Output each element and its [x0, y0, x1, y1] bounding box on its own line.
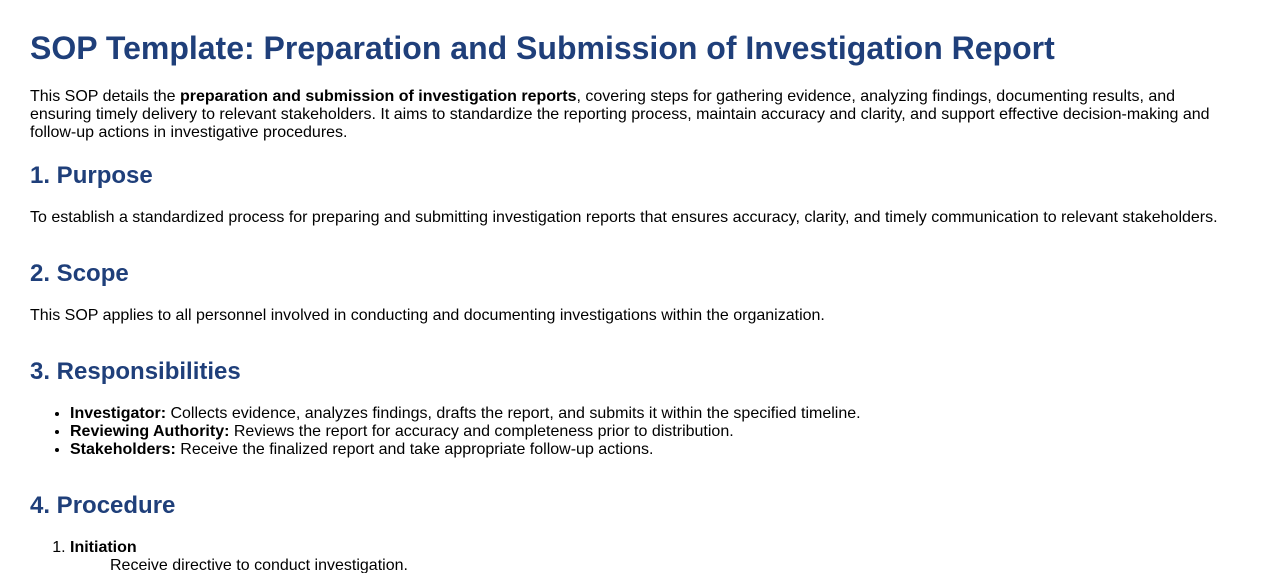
responsibilities-heading: 3. Responsibilities: [30, 358, 241, 385]
procedure-steps-list: [30, 539, 1233, 573]
responsibility-item-investigator: [70, 405, 1233, 423]
purpose-text: To establish a standardized process for preparing and submitting investigation reports that ensures accuracy, clarity, and timely communication to relevant stakeholders.: [30, 209, 1218, 226]
responsibility-role: Reviewing Authority:: [70, 423, 230, 440]
scope-text: This SOP applies to all personnel involved in conducting and documenting investigations within the organization.: [30, 307, 825, 324]
procedure-heading: 4. Procedure: [30, 492, 176, 519]
responsibility-role: Stakeholders:: [70, 441, 176, 458]
procedure-substeps-list: [70, 557, 1233, 573]
intro-suffix: , covering steps for gathering evidence, analyzing findings, documenting results, and ensuring timely delivery to relevant stakeholders. It aims to standardize the reporting process, maintain accuracy and clarity, and support effective decision-making and follow-up actions in investigative procedures.: [30, 88, 1210, 141]
purpose-heading: 1. Purpose: [30, 162, 153, 189]
responsibility-role: Investigator:: [70, 405, 167, 422]
intro-bold-phrase: preparation and submission of investigation reports: [180, 88, 577, 105]
intro-prefix: This SOP details the: [30, 88, 180, 105]
responsibility-text: Receive the finalized report and take appropriate follow-up actions.: [175, 441, 654, 458]
responsibility-text: Reviews the report for accuracy and completeness prior to distribution.: [229, 423, 734, 440]
procedure-step-initiation: [70, 539, 1233, 573]
procedure-substep: Receive directive to conduct investigation.: [110, 557, 408, 573]
responsibility-item-reviewing-authority: [70, 423, 1233, 441]
intro-paragraph: [30, 88, 1220, 142]
responsibility-item-stakeholders: [70, 441, 1233, 459]
scope-heading: 2. Scope: [30, 260, 129, 287]
page-title: SOP Template: Preparation and Submission of Investigation Report: [30, 30, 1055, 66]
responsibilities-list: [30, 405, 1233, 459]
procedure-step-title: Initiation: [70, 539, 137, 556]
responsibility-text: Collects evidence, analyzes findings, drafts the report, and submits it within the specified timeline.: [166, 405, 861, 422]
